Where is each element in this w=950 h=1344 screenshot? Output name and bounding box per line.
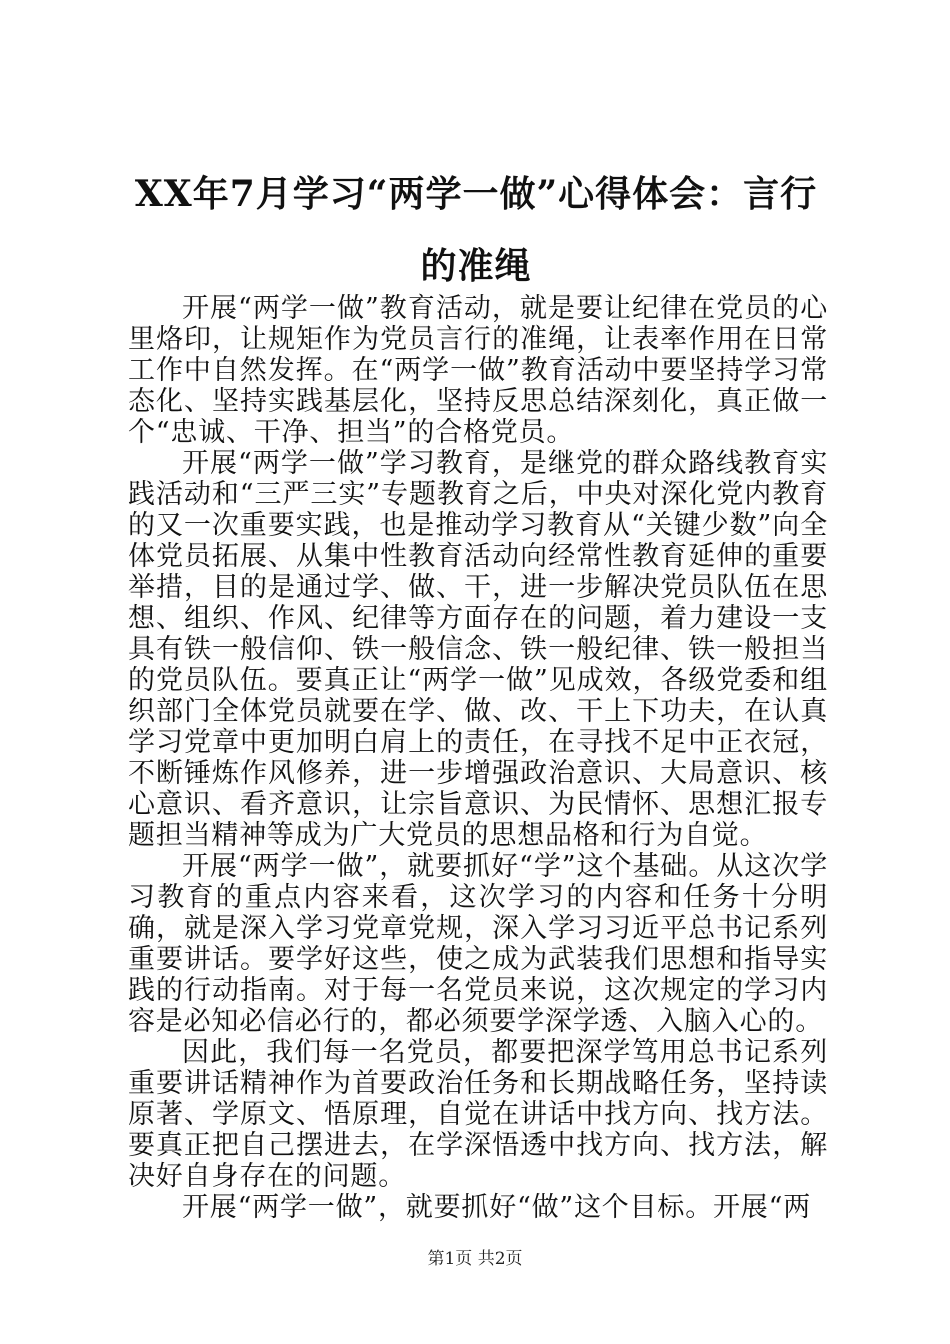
paragraph-4: 因此，我们每一名党员，都要把深学笃用总书记系列重要讲话精神作为首要政治任务和长期战略任务，坚持读原著、学原文、悟原理，自觉在讲话中找方向、找方法。要真正把自己摆进去，在学深悟透中找方向、找方法，解决好自身存在的问题。 (128, 1037, 828, 1192)
document-title: XX年7月学习“两学一做”心得体会：言行的准绳 (134, 173, 818, 287)
paragraph-5: 开展“两学一做”，就要抓好“做”这个目标。开展“两 (182, 1192, 812, 1223)
page-footer: 第1页 共2页 (427, 1249, 523, 1269)
document-body (128, 293, 828, 1223)
paragraph-1: 开展“两学一做”教育活动，就是要让纪律在党员的心里烙印，让规矩作为党员言行的准绳，让表率作用在日常工作中自然发挥。在“两学一做”教育活动中要坚持学习常态化、坚持实践基层化，坚持反思总结深刻化，真正做一个“忠诚、干净、担当”的合格党员。 (128, 293, 828, 448)
paragraph-2: 开展“两学一做”学习教育，是继党的群众路线教育实践活动和“三严三实”专题教育之后，中央对深化党内教育的又一次重要实践，也是推动学习教育从“关键少数”向全体党员拓展、从集中性教育活动向经常性教育延伸的重要举措，目的是通过学、做、干，进一步解决党员队伍在思想、组织、作风、纪律等方面存在的问题，着力建设一支具有铁一般信仰、铁一般信念、铁一般纪律、铁一般担当的党员队伍。要真正让“两学一做”见成效，各级党委和组织部门全体党员就要在学、做、改、干上下功夫，在认真学习党章中更加明白肩上的责任，在寻找不足中正衣冠，不断锤炼作风修养，进一步增强政治意识、大局意识、核心意识、看齐意识，让宗旨意识、为民情怀、思想汇报专题担当精神等成为广大党员的思想品格和行为自觉。 (128, 448, 828, 851)
paragraph-3: 开展“两学一做”，就要抓好“学”这个基础。从这次学习教育的重点内容来看，这次学习的内容和任务十分明确，就是深入学习党章党规，深入学习习近平总书记系列重要讲话。要学好这些，使之成为武装我们思想和指导实践的行动指南。对于每一名党员来说，这次规定的学习内容是必知必信必行的，都必须要学深学透、入脑入心的。 (128, 851, 828, 1037)
